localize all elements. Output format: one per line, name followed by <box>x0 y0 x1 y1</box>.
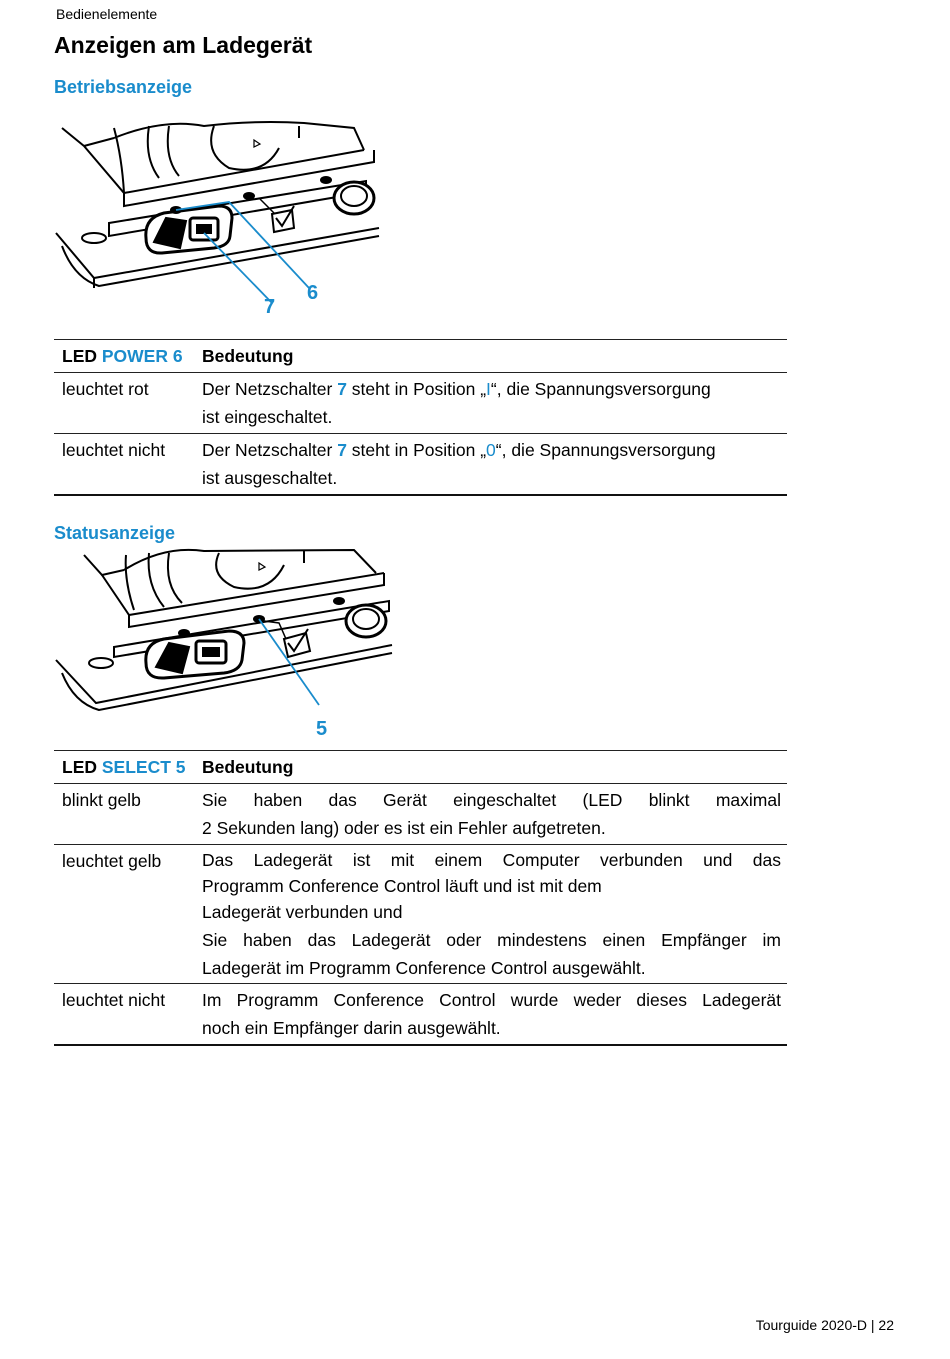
table-row <box>54 434 787 496</box>
led-state: blinkt gelb <box>62 790 141 810</box>
column-header-led: LED SELECT 5 <box>62 757 186 777</box>
column-header-meaning: Bedeutung <box>202 346 294 366</box>
led-meaning: Das Ladegerät ist mit einem Computer verbunden und das Programm Conference Control läuft und ist mit dem Ladegerät verbunden und Sie haben das Ladegerät oder mindestens einen Empfänger im Ladegerät im Programm Conference Control ausgewählt. <box>202 850 781 978</box>
table-row <box>54 845 787 984</box>
callout-7: 7 <box>264 296 276 318</box>
callout-5: 5 <box>316 718 328 740</box>
power-heading: Betriebsanzeige <box>54 77 193 97</box>
charger-illustration-select <box>54 545 399 745</box>
led-meaning: Im Programm Conference Control wurde weder dieses Ladegerät noch ein Empfänger darin ausgewählt. <box>202 990 781 1038</box>
column-header-led: LED POWER 6 <box>62 346 183 366</box>
page-footer: Tourguide 2020-D | 22 <box>755 1317 894 1333</box>
table-row <box>54 984 787 1046</box>
led-meaning: Sie haben das Gerät eingeschaltet (LED blinkt maximal 2 Sekunden lang) oder es ist ein Fehler aufgetreten. <box>202 790 781 838</box>
section-label: Bedienelemente <box>56 6 158 22</box>
led-state: leuchtet rot <box>62 379 149 399</box>
table-row <box>54 784 787 845</box>
table-header-row <box>54 340 787 373</box>
table-row <box>54 373 787 434</box>
select-heading: Statusanzeige <box>54 523 176 543</box>
callout-6: 6 <box>307 282 319 304</box>
led-state: leuchtet nicht <box>62 990 166 1010</box>
table-header-row <box>54 751 787 784</box>
select-led-table <box>54 750 787 1046</box>
led-state: leuchtet nicht <box>62 440 166 460</box>
page-title: Anzeigen am Ladegerät <box>54 32 313 58</box>
led-meaning: Der Netzschalter 7 steht in Position „0“, die Spannungsversorgung ist ausgeschaltet. <box>202 440 716 488</box>
charger-illustration-power <box>54 118 394 328</box>
led-meaning: Der Netzschalter 7 steht in Position „I“, die Spannungsversorgung ist eingeschaltet. <box>202 379 711 427</box>
led-state: leuchtet gelb <box>62 851 162 871</box>
power-led-table <box>54 339 787 496</box>
column-header-meaning: Bedeutung <box>202 757 294 777</box>
